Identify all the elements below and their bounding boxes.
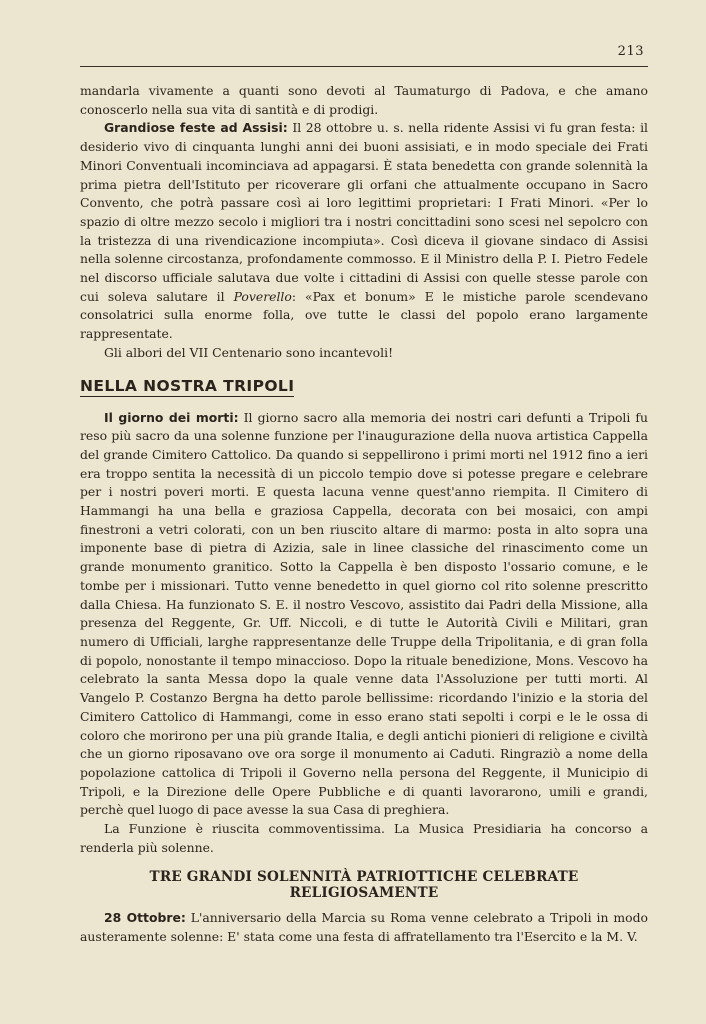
centenario-paragraph: Gli albori del VII Centenario sono incantevoli! [104, 344, 394, 360]
tripoli-paragraph [80, 409, 648, 820]
ottobre-paragraph [80, 909, 648, 946]
header-rule [80, 66, 648, 67]
assisi-text-b: : «Pax et bonum» E le mistiche parole scendevano consolatrici sulla enorme folla, ove tutte le classi del popolo erano largamente rappresentate. [80, 288, 648, 342]
tripoli-heading: NELLA NOSTRA TRIPOLI [80, 376, 295, 395]
assisi-poverello: Poverello [233, 288, 292, 304]
page-content [80, 82, 648, 947]
tripoli-lead: Il giorno dei morti: [104, 409, 239, 425]
funzione-paragraph: La Funzione è riuscita commoventissima. La Musica Presidiaria ha concorso a renderla più solenne. [80, 821, 648, 855]
ottobre-text: L'anniversario della Marcia su Roma venne celebrato a Tripoli in modo austeramente solenne: E' stata come una festa di affratellamento tra l'Esercito e la M. V. [80, 910, 648, 945]
solennita-heading: TRE GRANDI SOLENNITÀ PATRIOTTICHE CELEBRATE RELIGIOSAMENTE [149, 869, 579, 902]
assisi-paragraph [80, 119, 648, 343]
ottobre-lead: 28 Ottobre: [104, 910, 186, 926]
intro-paragraph: mandarla vivamente a quanti sono devoti al Taumaturgo di Padova, e che amano conoscerlo nella sua vita di santità e di prodigi. [80, 83, 648, 117]
assisi-lead: Grandiose feste ad Assisi: [104, 120, 288, 136]
page-number: 213 [617, 44, 644, 59]
tripoli-text: Il giorno sacro alla memoria dei nostri cari defunti a Tripoli fu reso più sacro da una solenne funzione per l'inaugurazione della nuova artistica Cappella del grande Cimitero Cattolico. Da quando si seppellirono i primi morti nel 1912 fino a ieri era troppo sentita la necessità di un piccolo tempio dove si potesse pregare e celebrare per i nostri poveri morti. E questa lacuna venne quest'anno riempita. Il Cimitero di Hammangi ha una bella e graziosa Cappella, decorata con bei mosaici, con ampi finestroni a vetri colorati, con un ben riuscito altare di marmo: posta in alto sopra una imponente base di pietra di Azizia, sale in linee classiche del rinascimento come un grande monumento granitico. Sotto la Cappella è ben disposto l'ossario comune, e le tombe per i missionari. Tutto venne benedetto in quel giorno col rito solenne prescritto dalla Chiesa. Ha funzionato S. E. il nostro Vescovo, assistito dai Padri della Missione, alla presenza del Reggente, Gr. Uff. Niccoli, e di tutte le Autorità Civili e Militari, gran numero di Ufficiali, larghe rappresentanze delle Truppe della Tripolitania, e di gran folla di popolo, nonostante il tempo minaccioso. Dopo la rituale benedizione, Mons. Vescovo ha celebrato la santa Messa dopo la quale venne data l'Assoluzione per tutti morti. Al Vangelo P. Costanzo Bergna ha detto parole bellissime: ricordando l'inizio e la storia del Cimitero Cattolico di Hammangi, come in esso erano stati sepolti i corpi e le le ossa di coloro che morirono per una più grande Italia, e degli antichi pionieri di religione e civiltà che un giorno riposavano ove ora sorge il monumento ai Caduti. Ringraziò a nome della popolazione cattolica di Tripoli il Governo nella persona del Reggente, il Municipio di Tripoli, e la Direzione delle Opere Pubbliche e di quanti lavorarono, umili e grandi, perchè quel luogo di pace avesse la sua Casa di preghiera. [80, 409, 648, 818]
assisi-text-a: Il 28 ottobre u. s. nella ridente Assisi vi fu gran festa: il desiderio vivo di cinquanta lunghi anni dei buoni assisiati, e in modo speciale dei Frati Minori Conventuali incominciava ad appagarsi. È stata benedetta con grande solennità la prima pietra dell'Istituto per ricoverare gli orfani che attualmente occupano in Sacro Convento, che potrà passare così ai loro legittimi proprietari: I Frati Minori. «Per lo spazio di oltre mezzo secolo i migliori tra i nostri concittadini sono scesi nel sepolcro con la tristezza di una rivendicazione incompiuta». Così diceva il giovane sindaco di Assisi nella solenne circostanza, profondamente commosso. E il Ministro della P. I. Pietro Fedele nel discorso ufficiale salutava due volte i cittadini di Assisi con quelle stesse parole con cui soleva salutare il [80, 120, 649, 304]
